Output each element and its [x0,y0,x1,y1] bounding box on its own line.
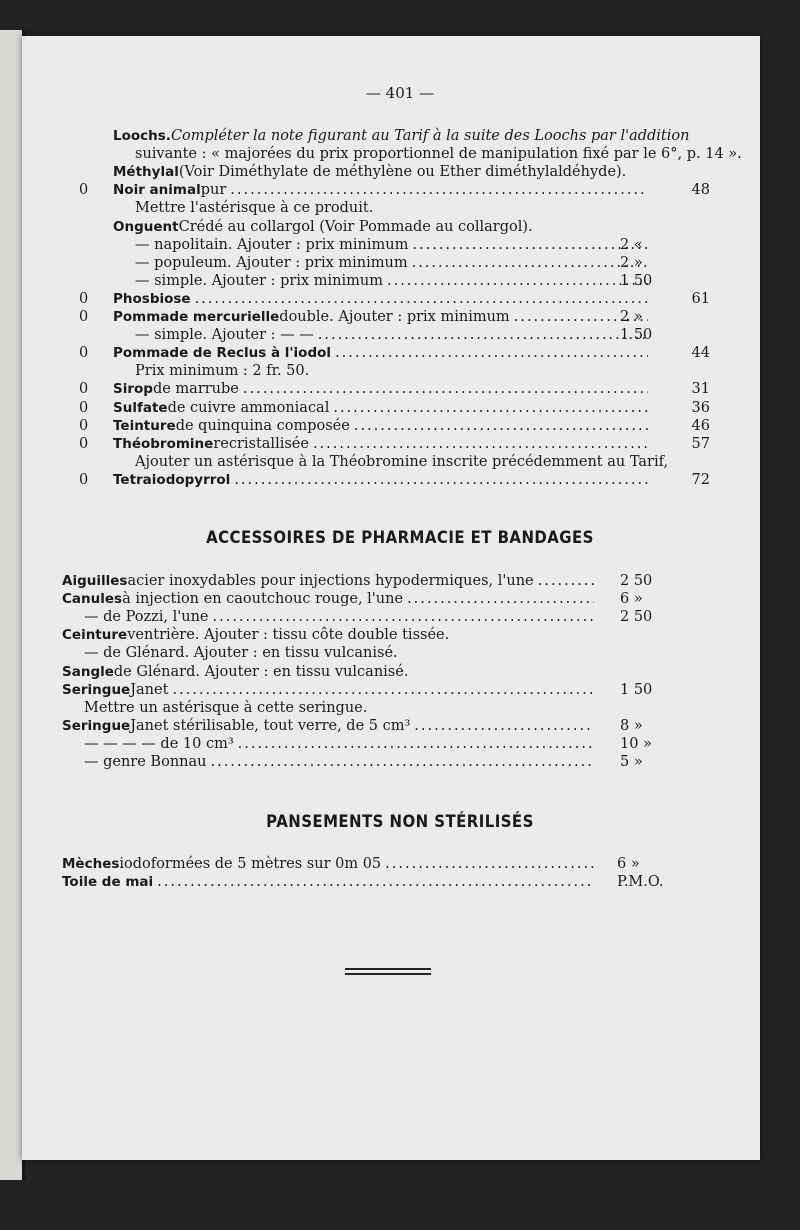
entry-line [0,380,800,399]
dot-leader [313,435,648,454]
entry-term: Loochs. [113,128,171,144]
dot-leader [234,471,648,490]
entry-text: Mettre l'astérisque à ce produit. [135,200,374,217]
entry-text: de cuivre ammoniacal [167,399,330,416]
dot-leader [412,254,648,273]
entry-text: Crédé au collargol (Voir Pommade au collargol). [178,218,533,235]
entry-text: — genre Bonnau [84,754,207,770]
dot-leader [157,873,594,892]
entry-line [0,590,800,609]
entry-text: Janet stérilisable, tout verre, de 5 cm³ [130,717,411,734]
entry-text: de Glénard. Ajouter : en tissu vulcanisé. [113,663,409,680]
entry-line [0,290,800,309]
entry-line [0,181,800,200]
dot-leader [387,272,648,291]
page-reference: 48 [691,182,710,199]
price-value: P.M.O. [617,874,664,891]
entry-line [0,417,800,436]
entry-line [0,699,800,718]
entry-text: Compléter la note figurant au Tarif à la suite des Loochs par l'addition [170,128,690,144]
price-value: 2 » [620,254,643,271]
dot-leader [538,572,594,591]
dot-leader [414,717,594,736]
entry-text: à injection en caoutchouc rouge, l'une [122,591,404,608]
entry-mark: 0 [79,345,89,362]
entry-text: Janet [130,681,169,698]
page-reference: 61 [691,290,710,307]
entry-line [0,855,800,874]
price-value: 8 » [620,717,643,734]
entry-mark: 0 [79,399,89,416]
dot-leader [195,290,648,309]
price-value: 10 » [620,735,652,752]
entry-term: Mèches [62,856,120,872]
entry-text: — populeum. Ajouter : prix minimum [135,254,408,271]
entry-text: Prix minimum : 2 fr. 50. [135,363,310,380]
entry-line [0,272,800,291]
entry-text: double. Ajouter : prix minimum [279,309,510,325]
entry-text: acier inoxydables pour injections hypodermiques, l'une [127,573,534,589]
entry-mark: 0 [79,381,89,398]
entry-text: — de Glénard. Ajouter : en tissu vulcanisé. [84,645,398,662]
entry-text: — simple. Ajouter : — — [135,327,314,344]
entry-line [0,717,800,736]
dot-leader [333,399,648,418]
entry-text: recristallisée [213,435,309,452]
entry-term: Sulfate [113,399,168,416]
entry-term: Sangle [62,663,114,680]
page-reference: 72 [691,471,710,488]
dot-leader [407,590,594,609]
closing-rule-second [345,973,431,975]
entry-text: (Voir Diméthylate de méthylène ou Ether diméthylaldéhyde). [178,164,627,181]
entry-mark: 0 [79,435,89,452]
price-value: 1 50 [620,681,653,698]
entry-term: Sirop [113,381,153,398]
entry-term: Onguent [113,218,179,235]
entry-line [0,326,800,345]
dot-leader [238,735,594,754]
entry-line [0,626,800,645]
price-value: 6 » [617,856,640,872]
entry-line [0,145,800,164]
page-reference: 57 [691,435,710,452]
entry-mark: 0 [79,417,89,434]
entry-text: Mettre un astérisque à cette seringue. [84,699,368,716]
entry-term: Pommade de Reclus à l'iodol [113,345,332,362]
dot-leader [318,326,648,345]
price-value: 1 50 [620,327,653,344]
price-value: 2 » [620,309,643,325]
entry-line [0,127,800,146]
entry-line [0,471,800,490]
price-value: 6 » [620,591,643,608]
entry-term: Toile de mai [62,874,154,891]
entry-line [0,753,800,772]
entry-term: Aiguilles [62,573,128,589]
dot-leader [412,236,648,255]
entry-text: ventrière. Ajouter : tissu côte double tissée. [127,627,450,644]
entry-line [0,254,800,273]
entry-line [0,663,800,682]
entry-term: Méthylal [113,164,179,181]
entry-text: pur [200,182,227,199]
entry-mark: 0 [79,182,89,199]
page-reference: 46 [691,417,710,434]
entry-line [0,572,800,591]
entry-term: Canules [62,591,123,608]
entry-line [0,199,800,218]
price-value: 2 « [620,236,643,253]
section-heading-pansements: PANSEMENTS NON STÉRILISÉS [266,812,534,832]
section-heading-accessoires: ACCESSOIRES DE PHARMACIE ET BANDAGES [206,528,594,548]
entry-term: Seringue [62,717,131,734]
entry-term: Teinture [113,417,176,434]
entry-line [0,608,800,627]
entry-line [0,453,800,472]
entry-line [0,344,800,363]
entry-term: Ceinture [62,627,128,644]
dot-leader [213,608,595,627]
page-reference: 31 [691,381,710,398]
entry-term: Pommade mercurielle [113,309,280,325]
entry-line [0,644,800,663]
entry-text: — — — — de 10 cm³ [84,735,234,752]
entry-line [0,362,800,381]
entry-line [0,236,800,255]
entry-line [0,399,800,418]
entry-term: Théobromine [113,435,214,452]
entry-line [0,873,800,892]
dot-leader [385,855,594,874]
entry-mark: 0 [79,290,89,307]
entry-line [0,735,800,754]
entry-line [0,163,800,182]
dot-leader [335,344,648,363]
price-value: 5 » [620,754,643,770]
entry-mark: 0 [79,309,89,325]
entry-mark: 0 [79,471,89,488]
entry-text: — napolitain. Ajouter : prix minimum [135,236,409,253]
entry-text: de quinquina composée [175,417,350,434]
page-reference: 36 [691,399,710,416]
price-value: 2 50 [620,609,653,626]
entry-line [0,435,800,454]
price-value: 2 50 [620,573,653,589]
dot-leader [230,181,648,200]
dot-leader [354,417,648,436]
page-number: — 401 — [365,84,435,102]
entry-term: Phosbiose [113,290,191,307]
dot-leader [172,681,594,700]
entry-term: Seringue [62,681,131,698]
entry-line [0,308,800,327]
entry-text: suivante : « majorées du prix proportionnel de manipulation fixé par le 6°, p. 14 ». [135,146,742,163]
closing-rule [345,968,431,970]
entry-text: Ajouter un astérisque à la Théobromine inscrite précédemment au Tarif, [135,453,669,470]
entry-text: — simple. Ajouter : prix minimum [135,272,383,289]
dot-leader [210,753,594,772]
entry-line [0,681,800,700]
price-value: 1 50 [620,272,653,289]
entry-text: de marrube [152,381,239,398]
entry-text: — de Pozzi, l'une [84,609,209,626]
entry-term: Noir animal [113,182,201,199]
entry-term: Tetraiodopyrrol [113,471,231,488]
entry-text: iodoformées de 5 mètres sur 0m 05 [119,856,382,872]
page-reference: 44 [691,345,710,362]
entry-line [0,218,800,237]
dot-leader [243,380,648,399]
